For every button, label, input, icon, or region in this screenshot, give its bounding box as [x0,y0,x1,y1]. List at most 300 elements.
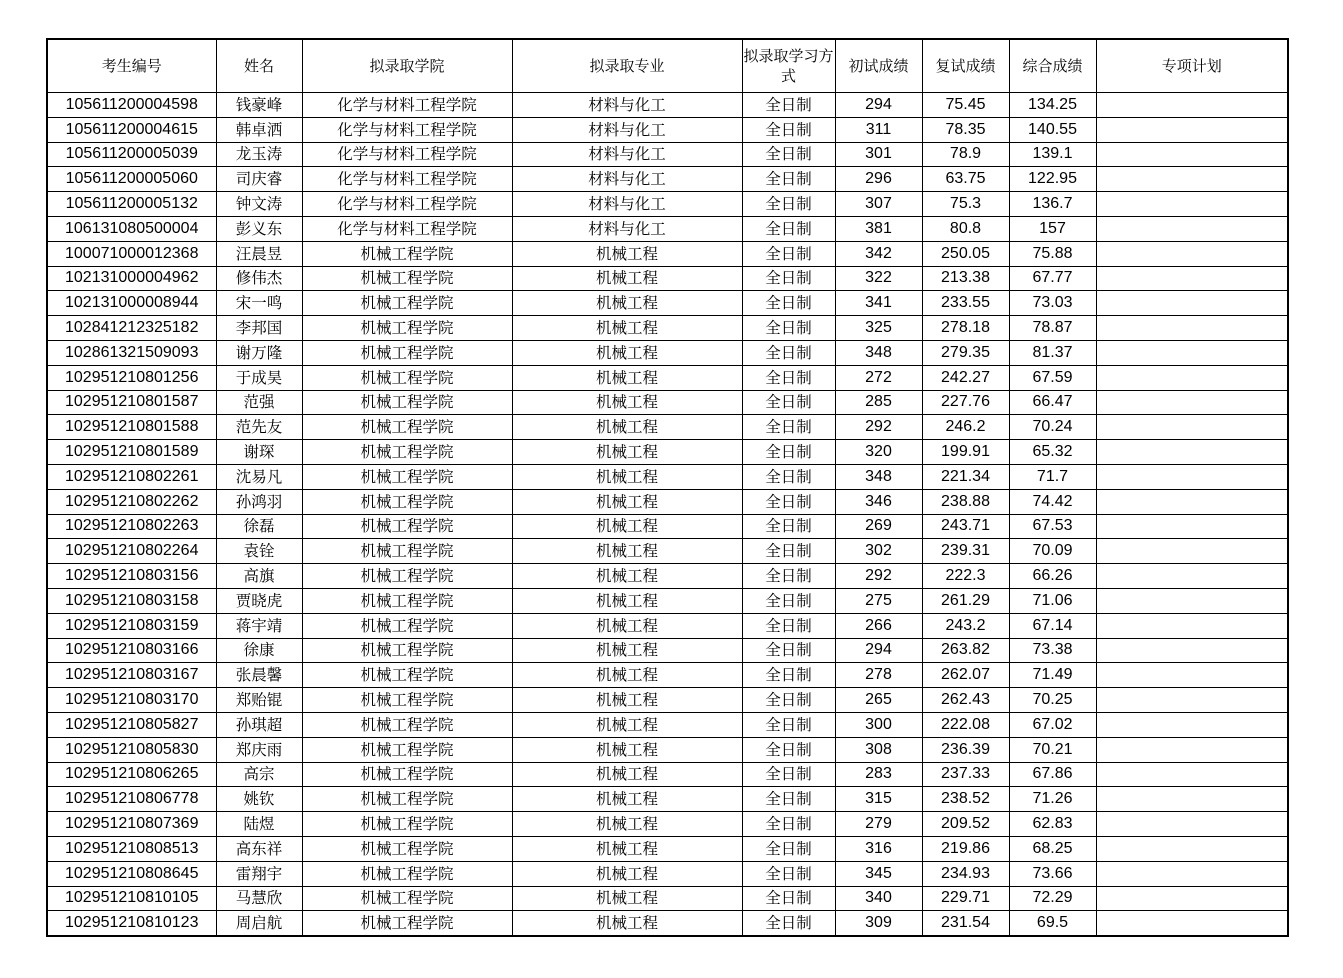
table-row [47,564,1288,589]
cell-candidate-id: 102951210803170 [47,688,216,713]
table-row [47,886,1288,911]
cell-special-plan [1096,142,1288,167]
cell-candidate-id: 102951210802264 [47,539,216,564]
cell-study-mode: 全日制 [742,241,835,266]
cell-candidate-id: 102841212325182 [47,316,216,341]
cell-study-mode: 全日制 [742,167,835,192]
cell-name: 袁铨 [216,539,302,564]
cell-total-score: 136.7 [1009,192,1096,217]
cell-initial-score: 265 [835,688,922,713]
table-body [47,93,1288,937]
cell-major: 机械工程 [512,365,742,390]
header-name: 姓名 [216,39,302,93]
cell-initial-score: 292 [835,564,922,589]
cell-retest-score: 246.2 [922,415,1009,440]
cell-name: 马慧欣 [216,886,302,911]
cell-special-plan [1096,737,1288,762]
table-row [47,241,1288,266]
cell-initial-score: 300 [835,712,922,737]
cell-candidate-id: 102951210801256 [47,365,216,390]
cell-special-plan [1096,613,1288,638]
cell-college: 机械工程学院 [302,464,512,489]
cell-total-score: 140.55 [1009,117,1096,142]
cell-name: 郑贻锟 [216,688,302,713]
cell-name: 钟文涛 [216,192,302,217]
header-retest-score: 复试成绩 [922,39,1009,93]
cell-candidate-id: 102131000008944 [47,291,216,316]
cell-name: 汪晨昱 [216,241,302,266]
cell-major: 材料与化工 [512,167,742,192]
cell-retest-score: 263.82 [922,638,1009,663]
cell-retest-score: 262.43 [922,688,1009,713]
cell-college: 机械工程学院 [302,812,512,837]
cell-name: 谢琛 [216,440,302,465]
cell-name: 于成昊 [216,365,302,390]
cell-name: 孙鸿羽 [216,489,302,514]
header-candidate-id: 考生编号 [47,39,216,93]
cell-candidate-id: 102951210802262 [47,489,216,514]
cell-total-score: 71.7 [1009,464,1096,489]
cell-college: 机械工程学院 [302,415,512,440]
cell-study-mode: 全日制 [742,489,835,514]
cell-college: 化学与材料工程学院 [302,93,512,118]
cell-candidate-id: 102951210810105 [47,886,216,911]
cell-study-mode: 全日制 [742,440,835,465]
cell-study-mode: 全日制 [742,638,835,663]
cell-name: 司庆睿 [216,167,302,192]
cell-study-mode: 全日制 [742,613,835,638]
cell-college: 机械工程学院 [302,365,512,390]
cell-major: 机械工程 [512,613,742,638]
cell-major: 机械工程 [512,415,742,440]
table-row [47,861,1288,886]
cell-college: 机械工程学院 [302,638,512,663]
table-row [47,93,1288,118]
cell-initial-score: 279 [835,812,922,837]
cell-name: 谢万隆 [216,340,302,365]
cell-total-score: 71.06 [1009,588,1096,613]
cell-college: 化学与材料工程学院 [302,192,512,217]
cell-study-mode: 全日制 [742,812,835,837]
cell-major: 机械工程 [512,390,742,415]
table-row [47,762,1288,787]
cell-candidate-id: 106131080500004 [47,216,216,241]
cell-initial-score: 307 [835,192,922,217]
cell-special-plan [1096,638,1288,663]
cell-special-plan [1096,787,1288,812]
cell-candidate-id: 102951210803167 [47,663,216,688]
cell-major: 材料与化工 [512,192,742,217]
cell-study-mode: 全日制 [742,688,835,713]
cell-name: 徐磊 [216,514,302,539]
cell-special-plan [1096,564,1288,589]
cell-candidate-id: 102951210808645 [47,861,216,886]
cell-special-plan [1096,539,1288,564]
cell-college: 机械工程学院 [302,241,512,266]
cell-major: 机械工程 [512,861,742,886]
cell-college: 化学与材料工程学院 [302,216,512,241]
table-row [47,266,1288,291]
cell-retest-score: 262.07 [922,663,1009,688]
cell-college: 机械工程学院 [302,489,512,514]
cell-major: 机械工程 [512,911,742,936]
cell-study-mode: 全日制 [742,464,835,489]
cell-retest-score: 261.29 [922,588,1009,613]
cell-college: 机械工程学院 [302,911,512,936]
cell-major: 机械工程 [512,514,742,539]
cell-total-score: 73.66 [1009,861,1096,886]
cell-retest-score: 238.88 [922,489,1009,514]
cell-major: 机械工程 [512,638,742,663]
cell-initial-score: 309 [835,911,922,936]
cell-college: 机械工程学院 [302,266,512,291]
cell-total-score: 74.42 [1009,489,1096,514]
table-row [47,316,1288,341]
cell-study-mode: 全日制 [742,291,835,316]
cell-total-score: 67.77 [1009,266,1096,291]
cell-candidate-id: 102951210801587 [47,390,216,415]
table-header [47,39,1288,93]
cell-initial-score: 294 [835,93,922,118]
cell-major: 材料与化工 [512,117,742,142]
table-row [47,415,1288,440]
cell-name: 龙玉涛 [216,142,302,167]
cell-initial-score: 322 [835,266,922,291]
cell-college: 机械工程学院 [302,514,512,539]
cell-candidate-id: 102951210802261 [47,464,216,489]
cell-study-mode: 全日制 [742,836,835,861]
cell-special-plan [1096,886,1288,911]
cell-name: 高东祥 [216,836,302,861]
cell-study-mode: 全日制 [742,415,835,440]
cell-total-score: 65.32 [1009,440,1096,465]
cell-initial-score: 342 [835,241,922,266]
cell-special-plan [1096,390,1288,415]
header-college: 拟录取学院 [302,39,512,93]
cell-study-mode: 全日制 [742,390,835,415]
cell-name: 范强 [216,390,302,415]
cell-name: 修伟杰 [216,266,302,291]
cell-candidate-id: 105611200005132 [47,192,216,217]
cell-name: 雷翔宇 [216,861,302,886]
cell-special-plan [1096,93,1288,118]
cell-study-mode: 全日制 [742,663,835,688]
cell-retest-score: 242.27 [922,365,1009,390]
cell-special-plan [1096,663,1288,688]
cell-special-plan [1096,365,1288,390]
cell-study-mode: 全日制 [742,886,835,911]
cell-retest-score: 227.76 [922,390,1009,415]
table-row [47,836,1288,861]
cell-college: 机械工程学院 [302,613,512,638]
cell-initial-score: 348 [835,340,922,365]
cell-major: 机械工程 [512,663,742,688]
cell-major: 机械工程 [512,564,742,589]
cell-retest-score: 279.35 [922,340,1009,365]
cell-college: 机械工程学院 [302,836,512,861]
cell-college: 机械工程学院 [302,539,512,564]
cell-initial-score: 269 [835,514,922,539]
header-study-mode: 拟录取学习方式 [742,39,835,93]
cell-initial-score: 285 [835,390,922,415]
table-row [47,588,1288,613]
cell-study-mode: 全日制 [742,216,835,241]
cell-special-plan [1096,514,1288,539]
cell-candidate-id: 102951210802263 [47,514,216,539]
table-row [47,142,1288,167]
cell-retest-score: 209.52 [922,812,1009,837]
cell-study-mode: 全日制 [742,588,835,613]
cell-name: 钱豪峰 [216,93,302,118]
cell-total-score: 67.02 [1009,712,1096,737]
cell-retest-score: 222.08 [922,712,1009,737]
cell-total-score: 122.95 [1009,167,1096,192]
cell-candidate-id: 105611200004615 [47,117,216,142]
header-total-score: 综合成绩 [1009,39,1096,93]
cell-special-plan [1096,588,1288,613]
cell-retest-score: 239.31 [922,539,1009,564]
cell-study-mode: 全日制 [742,192,835,217]
cell-special-plan [1096,762,1288,787]
cell-special-plan [1096,440,1288,465]
cell-initial-score: 341 [835,291,922,316]
cell-study-mode: 全日制 [742,93,835,118]
cell-college: 机械工程学院 [302,712,512,737]
cell-name: 韩卓洒 [216,117,302,142]
cell-college: 机械工程学院 [302,737,512,762]
cell-college: 机械工程学院 [302,886,512,911]
cell-total-score: 73.38 [1009,638,1096,663]
cell-name: 陆煜 [216,812,302,837]
cell-special-plan [1096,117,1288,142]
cell-college: 机械工程学院 [302,787,512,812]
cell-major: 机械工程 [512,266,742,291]
cell-retest-score: 243.71 [922,514,1009,539]
cell-retest-score: 63.75 [922,167,1009,192]
cell-college: 机械工程学院 [302,663,512,688]
cell-initial-score: 346 [835,489,922,514]
cell-major: 材料与化工 [512,142,742,167]
cell-college: 化学与材料工程学院 [302,167,512,192]
cell-retest-score: 229.71 [922,886,1009,911]
cell-retest-score: 222.3 [922,564,1009,589]
cell-initial-score: 294 [835,638,922,663]
cell-retest-score: 75.45 [922,93,1009,118]
cell-total-score: 70.25 [1009,688,1096,713]
cell-candidate-id: 102951210807369 [47,812,216,837]
cell-initial-score: 301 [835,142,922,167]
cell-major: 机械工程 [512,539,742,564]
cell-college: 机械工程学院 [302,688,512,713]
cell-retest-score: 219.86 [922,836,1009,861]
cell-initial-score: 311 [835,117,922,142]
cell-initial-score: 283 [835,762,922,787]
cell-name: 徐康 [216,638,302,663]
cell-candidate-id: 102951210803159 [47,613,216,638]
cell-candidate-id: 102951210801588 [47,415,216,440]
cell-special-plan [1096,216,1288,241]
cell-study-mode: 全日制 [742,142,835,167]
header-row [47,39,1288,93]
cell-candidate-id: 100071000012368 [47,241,216,266]
cell-retest-score: 221.34 [922,464,1009,489]
cell-total-score: 81.37 [1009,340,1096,365]
table-row [47,737,1288,762]
cell-total-score: 70.21 [1009,737,1096,762]
cell-special-plan [1096,712,1288,737]
table-row [47,787,1288,812]
cell-major: 机械工程 [512,241,742,266]
cell-initial-score: 266 [835,613,922,638]
cell-name: 孙琪超 [216,712,302,737]
cell-retest-score: 78.35 [922,117,1009,142]
cell-initial-score: 296 [835,167,922,192]
cell-special-plan [1096,340,1288,365]
table-row [47,291,1288,316]
cell-candidate-id: 102951210808513 [47,836,216,861]
cell-total-score: 70.09 [1009,539,1096,564]
cell-name: 周启航 [216,911,302,936]
cell-major: 机械工程 [512,812,742,837]
cell-retest-score: 237.33 [922,762,1009,787]
cell-major: 机械工程 [512,712,742,737]
cell-college: 机械工程学院 [302,316,512,341]
cell-special-plan [1096,167,1288,192]
cell-candidate-id: 102951210803158 [47,588,216,613]
cell-total-score: 75.88 [1009,241,1096,266]
cell-candidate-id: 102861321509093 [47,340,216,365]
cell-total-score: 73.03 [1009,291,1096,316]
cell-name: 贾晓虎 [216,588,302,613]
cell-initial-score: 292 [835,415,922,440]
cell-special-plan [1096,415,1288,440]
cell-retest-score: 234.93 [922,861,1009,886]
cell-special-plan [1096,241,1288,266]
cell-major: 材料与化工 [512,93,742,118]
table-row [47,464,1288,489]
cell-study-mode: 全日制 [742,117,835,142]
cell-candidate-id: 102951210805827 [47,712,216,737]
cell-major: 机械工程 [512,440,742,465]
cell-study-mode: 全日制 [742,911,835,936]
table-row [47,192,1288,217]
cell-total-score: 157 [1009,216,1096,241]
cell-name: 姚钦 [216,787,302,812]
cell-total-score: 71.26 [1009,787,1096,812]
cell-major: 机械工程 [512,588,742,613]
cell-retest-score: 250.05 [922,241,1009,266]
cell-candidate-id: 105611200004598 [47,93,216,118]
cell-study-mode: 全日制 [742,514,835,539]
cell-special-plan [1096,812,1288,837]
cell-name: 李邦国 [216,316,302,341]
cell-total-score: 72.29 [1009,886,1096,911]
cell-special-plan [1096,464,1288,489]
cell-initial-score: 325 [835,316,922,341]
cell-name: 张晨馨 [216,663,302,688]
cell-total-score: 66.26 [1009,564,1096,589]
cell-special-plan [1096,316,1288,341]
cell-special-plan [1096,836,1288,861]
cell-special-plan [1096,489,1288,514]
cell-college: 机械工程学院 [302,762,512,787]
cell-study-mode: 全日制 [742,787,835,812]
cell-initial-score: 348 [835,464,922,489]
cell-special-plan [1096,192,1288,217]
cell-initial-score: 302 [835,539,922,564]
table-row [47,390,1288,415]
cell-name: 高旗 [216,564,302,589]
cell-major: 机械工程 [512,489,742,514]
cell-special-plan [1096,291,1288,316]
cell-initial-score: 278 [835,663,922,688]
cell-candidate-id: 102951210805830 [47,737,216,762]
cell-candidate-id: 102951210806778 [47,787,216,812]
cell-total-score: 67.53 [1009,514,1096,539]
cell-retest-score: 236.39 [922,737,1009,762]
cell-retest-score: 233.55 [922,291,1009,316]
cell-college: 机械工程学院 [302,861,512,886]
cell-college: 机械工程学院 [302,588,512,613]
cell-retest-score: 80.8 [922,216,1009,241]
cell-retest-score: 78.9 [922,142,1009,167]
cell-study-mode: 全日制 [742,365,835,390]
cell-initial-score: 315 [835,787,922,812]
table-row [47,613,1288,638]
cell-initial-score: 381 [835,216,922,241]
table-row [47,688,1288,713]
cell-major: 机械工程 [512,464,742,489]
cell-candidate-id: 105611200005039 [47,142,216,167]
table-row [47,911,1288,936]
cell-college: 化学与材料工程学院 [302,142,512,167]
cell-major: 机械工程 [512,762,742,787]
cell-total-score: 69.5 [1009,911,1096,936]
cell-total-score: 62.83 [1009,812,1096,837]
cell-college: 化学与材料工程学院 [302,117,512,142]
cell-initial-score: 275 [835,588,922,613]
cell-special-plan [1096,911,1288,936]
cell-candidate-id: 102951210806265 [47,762,216,787]
cell-name: 宋一鸣 [216,291,302,316]
cell-total-score: 66.47 [1009,390,1096,415]
cell-candidate-id: 102951210803156 [47,564,216,589]
table-row [47,539,1288,564]
table-row [47,340,1288,365]
cell-total-score: 139.1 [1009,142,1096,167]
table-row [47,167,1288,192]
cell-study-mode: 全日制 [742,340,835,365]
cell-retest-score: 243.2 [922,613,1009,638]
cell-major: 机械工程 [512,886,742,911]
header-special-plan: 专项计划 [1096,39,1288,93]
cell-retest-score: 238.52 [922,787,1009,812]
cell-retest-score: 199.91 [922,440,1009,465]
cell-initial-score: 316 [835,836,922,861]
cell-candidate-id: 102951210810123 [47,911,216,936]
cell-total-score: 68.25 [1009,836,1096,861]
cell-study-mode: 全日制 [742,737,835,762]
cell-name: 沈易凡 [216,464,302,489]
header-initial-score: 初试成绩 [835,39,922,93]
cell-retest-score: 231.54 [922,911,1009,936]
cell-total-score: 134.25 [1009,93,1096,118]
cell-name: 高宗 [216,762,302,787]
cell-initial-score: 345 [835,861,922,886]
cell-special-plan [1096,688,1288,713]
cell-name: 范先友 [216,415,302,440]
table-row [47,514,1288,539]
